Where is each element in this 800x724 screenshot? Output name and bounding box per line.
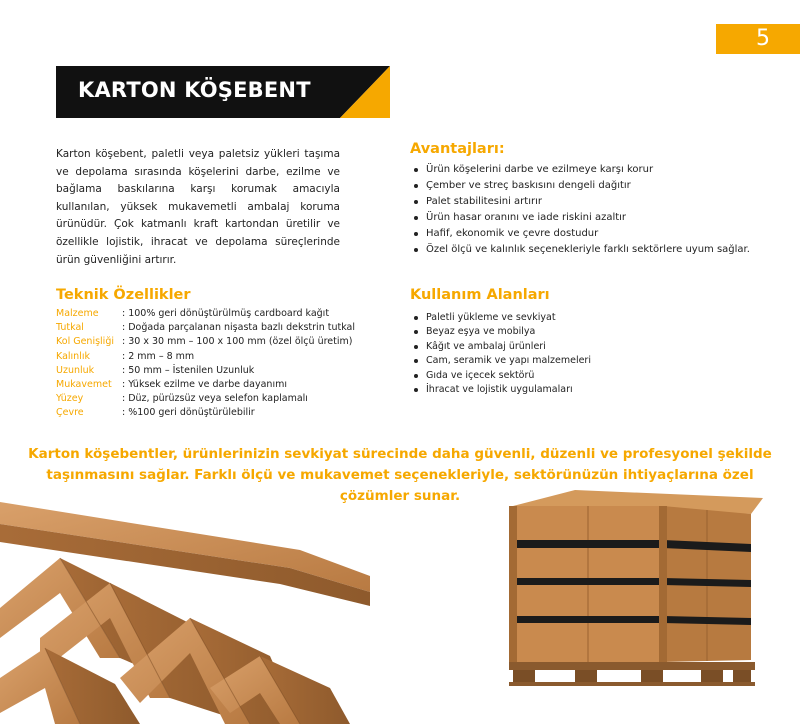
list-item: Gıda ve içecek sektörü: [412, 369, 591, 383]
spec-value: : 100% geri dönüştürülmüş cardboard kağıt: [122, 308, 330, 319]
spec-label: Uzunluk: [56, 364, 95, 376]
spec-label: Mukavemet: [56, 378, 112, 390]
technical-title: Teknik Özellikler: [56, 287, 191, 303]
usage-list: [412, 311, 591, 397]
spec-value: : Yüksek ezilme ve darbe dayanımı: [122, 378, 287, 390]
corner-protectors-image: [0, 488, 370, 724]
spec-label: Çevre: [56, 407, 84, 419]
list-item: Hafif, ekonomik ve çevre dostudur: [412, 226, 750, 242]
list-item: Ürün köşelerini darbe ve ezilmeye karşı korur: [412, 162, 750, 178]
advantages-title: Avantajları:: [410, 141, 505, 157]
advantages-list: [412, 162, 750, 258]
list-item: Kâğıt ve ambalaj ürünleri: [412, 340, 591, 354]
spec-value: : %100 geri dönüştürülebilir: [122, 407, 255, 419]
list-item: Beyaz eşya ve mobilya: [412, 325, 591, 339]
usage-title: Kullanım Alanları: [410, 287, 550, 303]
spec-label: Kol Genişliği: [56, 336, 114, 348]
closing-statement: Karton köşebentler, ürünlerinizin sevkiyat sürecinde daha güvenli, düzenli ve profesyonel şekilde taşınmasını sağlar. Farklı ölçü ve mukavemet seçenekleriyle, sektörünüzün ihtiyaçlarına özel çözümler sunar.: [28, 446, 772, 504]
spec-value: : 2 mm – 8 mm: [122, 350, 195, 362]
page-number: 5: [716, 24, 800, 54]
list-item: Palet stabilitesini artırır: [412, 194, 750, 210]
spec-label: Tutkal: [56, 322, 84, 334]
spec-label: Yüzey: [56, 393, 84, 405]
page-title: KARTON KÖŞEBENT: [78, 78, 311, 102]
pallet-boxes-image: [505, 490, 767, 686]
title-banner: [56, 66, 390, 118]
list-item: Paletli yükleme ve sevkiyat: [412, 311, 591, 325]
spec-value: : Düz, pürüzsüz veya selefon kaplamalı: [122, 393, 308, 405]
list-item: Ürün hasar oranını ve iade riskini azaltır: [412, 210, 750, 226]
spec-label: Kalınlık: [56, 350, 90, 362]
list-item: Çember ve streç baskısını dengeli dağıtır: [412, 178, 750, 194]
list-item: Özel ölçü ve kalınlık seçenekleriyle farklı sektörlere uyum sağlar.: [412, 242, 750, 258]
spec-value: : 30 x 30 mm – 100 x 100 mm (özel ölçü üretim): [122, 336, 353, 348]
intro-paragraph: Karton köşebent, paletli veya paletsiz yükleri taşıma ve depolama sırasında köşelerini darbe, ezilme ve bağlama baskılarına karşı korumak amacıyla kullanılan, yüksek mukavemetli ambalaj koruma ürünüdür. Çok katmanlı kraft kartondan üretilir ve özellikle lojistik, ihracat ve depolama süreçlerinde ürün güvenliğini artırır.: [56, 148, 340, 266]
list-item: İhracat ve lojistik uygulamaları: [412, 383, 591, 397]
list-item: Cam, seramik ve yapı malzemeleri: [412, 354, 591, 368]
spec-label: Malzeme: [56, 308, 99, 319]
spec-value: : 50 mm – İstenilen Uzunluk: [122, 364, 255, 376]
spec-value: : Doğada parçalanan nişasta bazlı dekstrin tutkal: [122, 322, 355, 334]
